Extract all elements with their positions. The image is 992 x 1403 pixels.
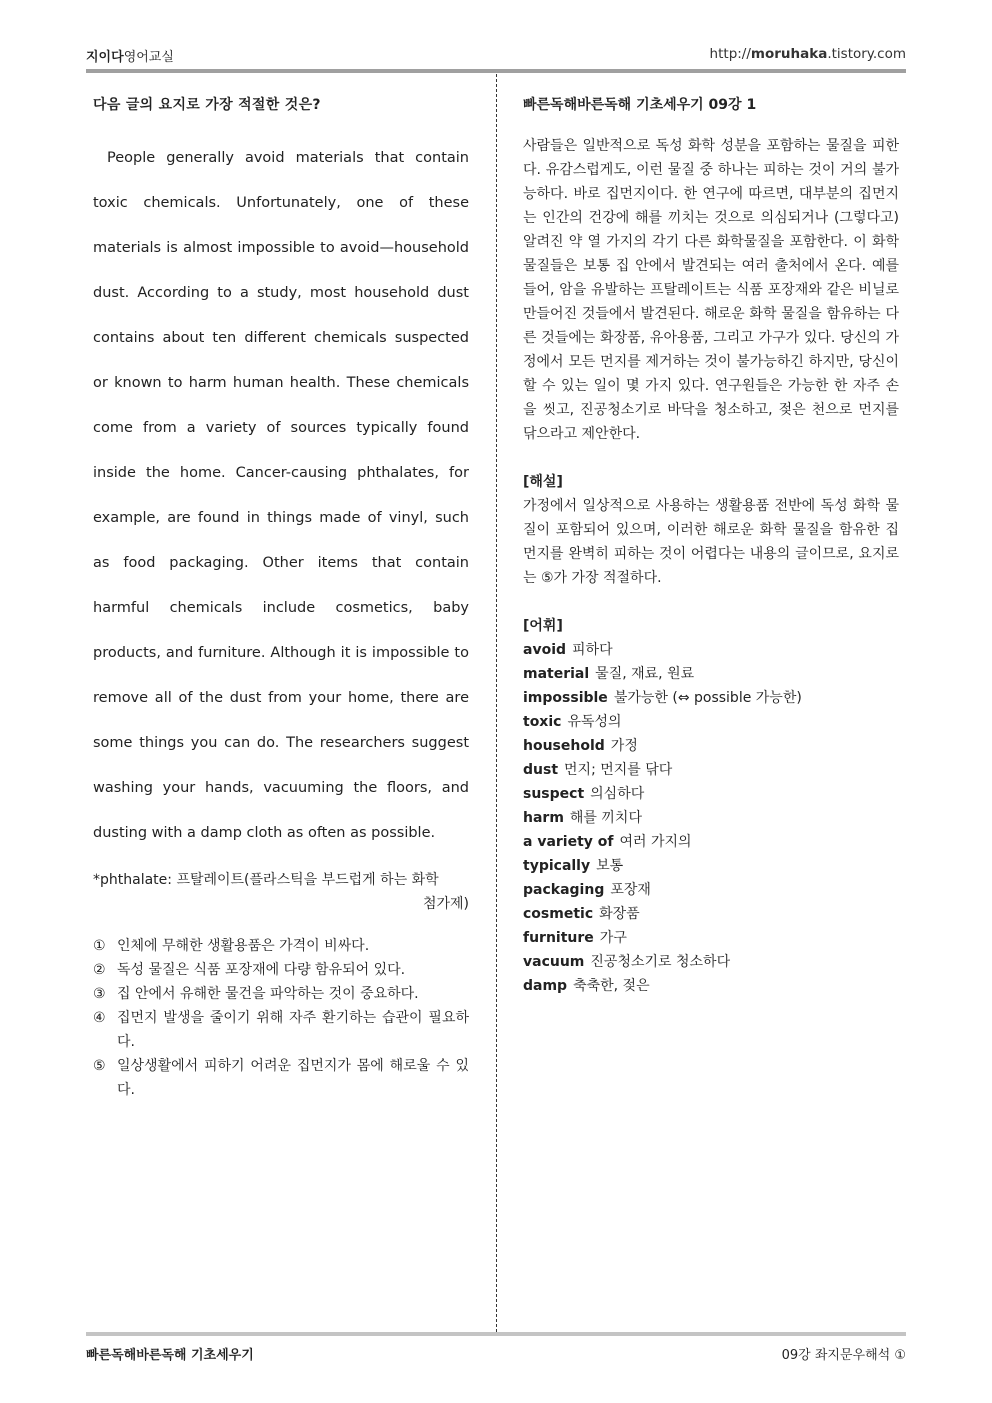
footer-page-label: 09강 좌지문우해석 ① xyxy=(781,1348,906,1363)
footer-title: 빠른독해바른독해 기초세우기 xyxy=(86,1348,254,1363)
vocab-meaning: 피하다 xyxy=(572,642,613,658)
answer-option xyxy=(93,982,469,1006)
vocab-word: packaging xyxy=(523,882,605,898)
url-suffix: .tistory.com xyxy=(827,46,906,62)
vocab-word: damp xyxy=(523,978,568,994)
vocab-item xyxy=(523,830,899,854)
header-brand xyxy=(86,46,174,65)
option-number: ② xyxy=(93,962,106,978)
option-text: 집 안에서 유해한 물건을 파악하는 것이 중요하다. xyxy=(117,986,419,1002)
vocab-list xyxy=(523,638,899,998)
vocab-word: material xyxy=(523,666,590,682)
vocab-item xyxy=(523,638,899,662)
vocab-meaning: 불가능한 (⇔ possible 가능한) xyxy=(613,690,802,706)
vocab-meaning: 먼지; 먼지를 닦다 xyxy=(564,762,673,778)
column-divider xyxy=(496,74,497,1332)
answer-option xyxy=(93,1006,469,1054)
option-text: 일상생활에서 피하기 어려운 집먼지가 몸에 해로울 수 있다. xyxy=(117,1058,469,1098)
vocab-meaning: 물질, 재료, 원료 xyxy=(595,666,695,682)
vocab-meaning: 해를 끼치다 xyxy=(569,810,642,826)
vocab-meaning: 여러 가지의 xyxy=(619,834,692,850)
vocab-item xyxy=(523,878,899,902)
vocab-item xyxy=(523,950,899,974)
vocab-word: avoid xyxy=(523,642,567,658)
url-bold: moruhaka xyxy=(750,46,828,62)
vocab-word: suspect xyxy=(523,786,585,802)
option-number: ① xyxy=(93,938,106,954)
option-number: ③ xyxy=(93,986,106,1002)
vocab-word: a variety of xyxy=(523,834,614,850)
answer-option xyxy=(93,958,469,982)
vocab-word: impossible xyxy=(523,690,608,706)
explanation-heading: [해설] xyxy=(523,474,563,490)
option-text: 인체에 무해한 생활용품은 가격이 비싸다. xyxy=(117,938,370,954)
header-url[interactable] xyxy=(710,46,906,62)
vocab-item xyxy=(523,974,899,998)
vocab-word: typically xyxy=(523,858,591,874)
vocab-meaning: 포장재 xyxy=(610,882,651,898)
answer-options xyxy=(93,934,469,1102)
vocab-item xyxy=(523,806,899,830)
answer-title: 빠른독해바른독해 기초세우기 09강 1 xyxy=(523,97,757,113)
vocab-item xyxy=(523,734,899,758)
question-column xyxy=(93,90,469,1116)
vocab-meaning: 가구 xyxy=(599,930,627,946)
vocab-word: dust xyxy=(523,762,559,778)
option-number: ⑤ xyxy=(93,1058,106,1074)
vocab-item xyxy=(523,902,899,926)
vocab-item xyxy=(523,662,899,686)
url-prefix: http:// xyxy=(709,46,751,62)
vocab-word: toxic xyxy=(523,714,562,730)
option-text: 집먼지 발생을 줄이기 위해 자주 환기하는 습관이 필요하다. xyxy=(117,1010,469,1050)
vocab-meaning: 화장품 xyxy=(599,906,640,922)
vocab-heading: [어휘] xyxy=(523,618,563,634)
vocab-item xyxy=(523,782,899,806)
answer-option xyxy=(93,934,469,958)
vocab-word: harm xyxy=(523,810,564,826)
option-number: ④ xyxy=(93,1010,106,1026)
vocab-item xyxy=(523,926,899,950)
vocab-word: vacuum xyxy=(523,954,585,970)
vocab-meaning: 축축한, 젖은 xyxy=(573,978,650,994)
footer-rule xyxy=(86,1332,906,1336)
explanation-text: 가정에서 일상적으로 사용하는 생활용품 전반에 독성 화학 물질이 포함되어 있으며, 이러한 해로운 화학 물질을 함유한 집먼지를 완벽히 피하는 것이 어렵다는 내용의 글이므로, 요지로는 ⑤가 가장 적절하다. xyxy=(523,498,899,586)
english-passage: People generally avoid materials that contain toxic chemicals. Unfortunately, one of these materials is almost impossible to avoid—household dust. According to a study, most household dust contains about ten different chemicals suspected or known to harm human health. These chemicals come from a variety of sources typically found inside the home. Cancer-causing phthalates, for example, are found in things made of vinyl, such as food packaging. Other items that contain harmful chemicals include cosmetics, baby products, and furniture. Although it is impossible to remove all of the dust from your home, there are some things you can do. The researchers suggest washing your hands, vacuuming the floors, and dusting with a damp cloth as often as possible. xyxy=(93,150,469,841)
header-rule xyxy=(86,69,906,73)
vocab-meaning: 유독성의 xyxy=(567,714,622,730)
footnote-main: *phthalate: 프탈레이트(플라스틱을 부드럽게 하는 화학 xyxy=(93,872,439,888)
vocab-word: cosmetic xyxy=(523,906,594,922)
option-text: 독성 물질은 식품 포장재에 다량 함유되어 있다. xyxy=(117,962,406,978)
question-title: 다음 글의 요지로 가장 적절한 것은? xyxy=(93,97,321,113)
answer-column xyxy=(523,90,899,998)
brand-bold: 지이다 xyxy=(86,50,124,65)
vocab-item xyxy=(523,686,899,710)
answer-option xyxy=(93,1054,469,1102)
vocab-item xyxy=(523,758,899,782)
vocab-meaning: 보통 xyxy=(596,858,624,874)
vocab-item xyxy=(523,710,899,734)
footnote-end: 첨가제) xyxy=(422,896,469,912)
vocab-word: furniture xyxy=(523,930,594,946)
vocab-meaning: 가정 xyxy=(610,738,638,754)
brand-rest: 영어교실 xyxy=(123,50,174,65)
vocab-meaning: 진공청소기로 청소하다 xyxy=(590,954,731,970)
vocab-meaning: 의심하다 xyxy=(590,786,645,802)
footnote xyxy=(93,868,469,916)
korean-translation: 사람들은 일반적으로 독성 화학 성분을 포함하는 물질을 피한다. 유감스럽게도, 이런 물질 중 하나는 피하는 것이 거의 불가능하다. 바로 집먼지이다. 한 연구에 따르면, 대부분의 집먼지는 인간의 건강에 해를 끼치는 것으로 의심되거나 (그렇다고) 알려진 약 열 가지의 각기 다른 화학물질을 포함한다. 이 화학 물질들은 보통 집 안에서 발견되는 여러 출처에서 온다. 예를 들어, 암을 유발하는 프탈레이트는 식품 포장재와 같은 비닐로 만들어진 것들에서 발견된다. 해로운 화학 물질을 함유하는 다른 것들에는 화장품, 유아용품, 그리고 가구가 있다. 당신의 가정에서 모든 먼지를 제거하는 것이 불가능하긴 하지만, 당신이 할 수 있는 일이 몇 가지 있다. 연구원들은 가능한 한 자주 손을 씻고, 진공청소기로 바닥을 청소하고, 젖은 천으로 먼지를 닦으라고 제안한다. xyxy=(523,138,899,442)
vocab-item xyxy=(523,854,899,878)
vocab-word: household xyxy=(523,738,605,754)
